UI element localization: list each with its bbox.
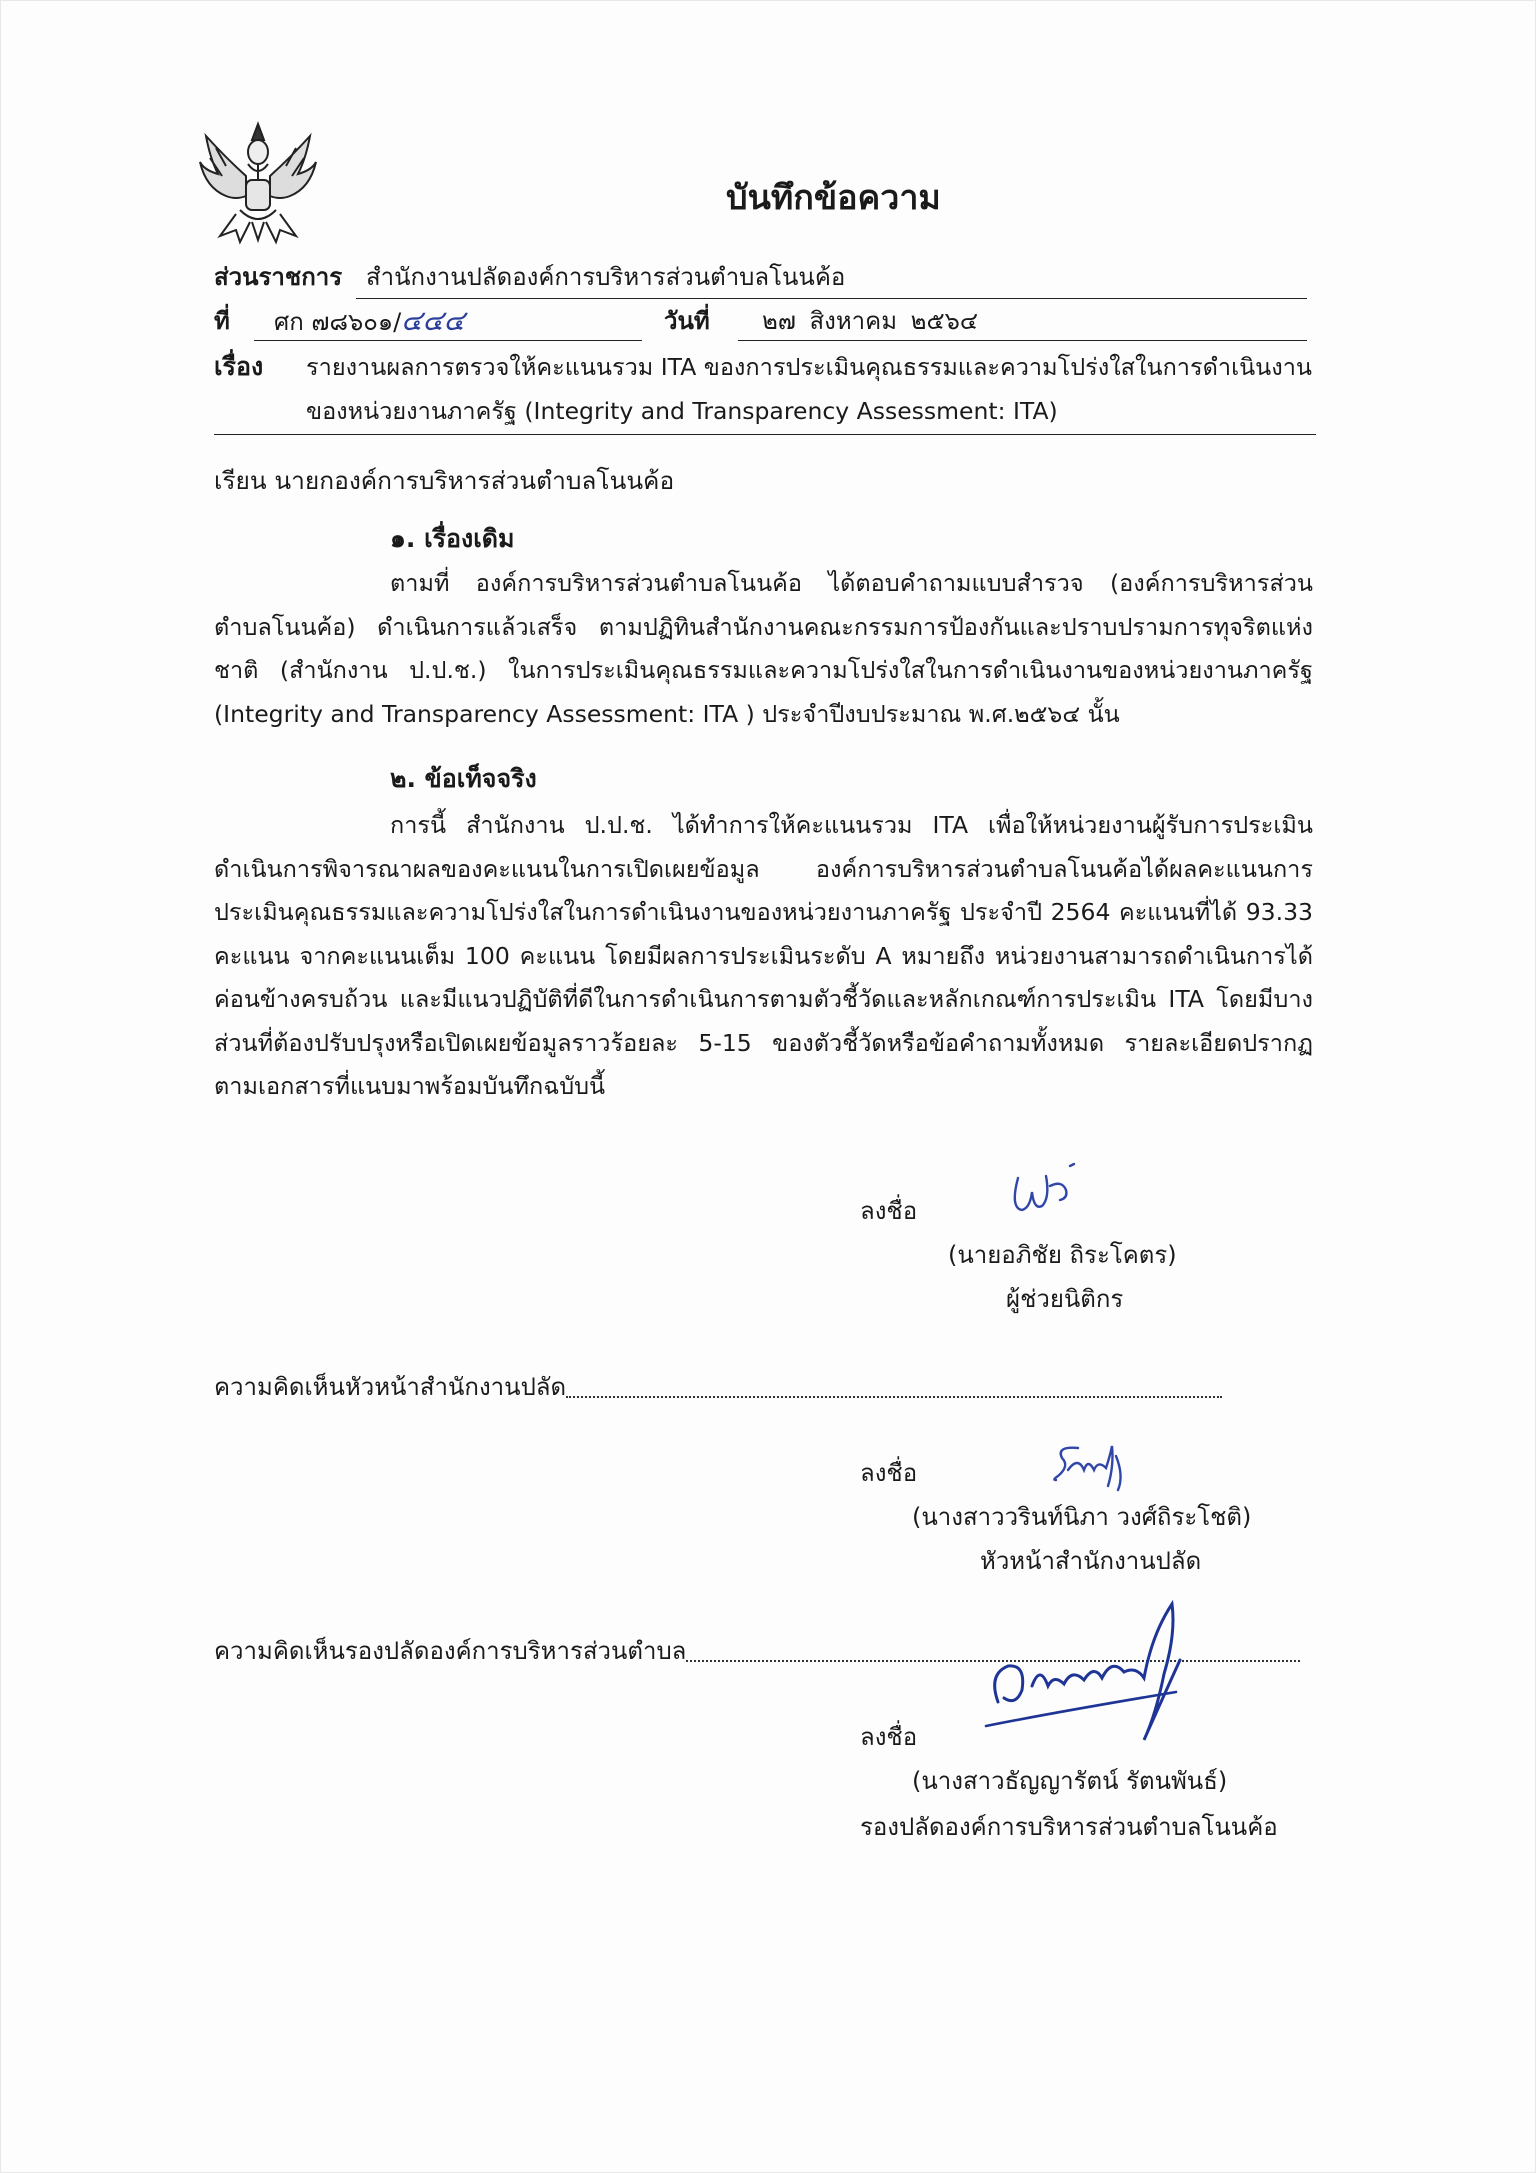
subject-label: เรื่อง [214,352,264,381]
signature-1-label: ลงชื่อ [860,1197,918,1225]
subject-line-2: ของหน่วยงานภาครัฐ (Integrity and Transparency Assessment: ITA) [306,397,1058,425]
subject-underline [214,434,1316,435]
subject-line-1: รายงานผลการตรวจให้คะแนนรวม ITA ของการประเมินคุณธรรมและความโปร่งใสในการดำเนินงาน [306,353,1312,381]
signature-1-position: ผู้ช่วยนิติกร [1006,1285,1124,1313]
signature-2-label: ลงชื่อ [860,1459,918,1487]
agency-label: ส่วนราชการ [214,263,343,291]
salutation: เรียน นายกองค์การบริหารส่วนตำบลโนนค้อ [214,466,675,495]
section-1-body: ตามที่ องค์การบริหารส่วนตำบลโนนค้อ ได้ตอบคำถามแบบสำรวจ (องค์การบริหารส่วนตำบลโนนค้อ) ดำเนินการแล้วเสร็จ ตามปฏิทินสำนักงานคณะกรรมการป้องกันและปราบปรามการทุจริตแห่งชาติ (สำนักงาน ป.ป.ช.) ในการประเมินคุณธรรมและความโปร่งใสในการดำเนินงานของหน่วยงานภาครัฐ (Integrity and Transparency Assessment: ITA ) ประจำปีงบประมาณ พ.ศ.๒๕๖๔ นั้น [214,569,1313,728]
date-label: วันที่ [664,307,710,335]
comment-1-label: ความคิดเห็นหัวหน้าสำนักงานปลัด [214,1373,567,1401]
ref-underline [254,340,642,341]
signature-1-name: (นายอภิชัย ถิระโคตร) [948,1241,1177,1269]
signature-2-handwritten [1048,1436,1132,1500]
comment-2-label: ความคิดเห็นรองปลัดองค์การบริหารส่วนตำบล [214,1637,687,1665]
section-1-heading: ๑. เรื่องเดิม [390,524,515,553]
signature-3-label: ลงชื่อ [860,1723,918,1751]
date-value: ๒๗ สิงหาคม ๒๕๖๔ [762,307,979,335]
signature-3-position: รองปลัดองค์การบริหารส่วนตำบลโนนค้อ [860,1813,1278,1841]
ref-value [274,306,465,337]
memo-title: บันทึกข้อความ [726,178,941,218]
signature-3-name: (นางสาวธัญญารัตน์ รัตนพันธ์) [912,1767,1228,1795]
agency-value: สำนักงานปลัดองค์การบริหารส่วนตำบลโนนค้อ [366,263,846,291]
ref-number: ศก ๗๘๖๐๑/ [274,308,402,336]
garuda-emblem-icon [196,118,320,246]
signature-3-handwritten [976,1594,1216,1750]
signature-2-position: หัวหน้าสำนักงานปลัด [980,1547,1202,1575]
ref-handwritten-number: ๔๔๔ [401,304,465,337]
agency-underline [356,298,1307,299]
ref-label: ที่ [214,307,230,335]
signature-1-handwritten [1006,1158,1086,1222]
date-underline [738,340,1307,341]
section-2-body: การนี้ สำนักงาน ป.ป.ช. ได้ทำการให้คะแนนรวม ITA เพื่อให้หน่วยงานผู้รับการประเมินดำเนินการพิจารณาผลของคะแนนในการเปิดเผยข้อมูล องค์การบริหารส่วนตำบลโนนค้อได้ผลคะแนนการประเมินคุณธรรมและความโปร่งใสในการดำเนินงานของหน่วยงานภาครัฐ ประจำปี 2564 คะแนนที่ได้ 93.33 คะแนน จากคะแนนเต็ม 100 คะแนน โดยมีผลการประเมินระดับ A หมายถึง หน่วยงานสามารถดำเนินการได้ค่อนข้างครบถ้วน และมีแนวปฏิบัติที่ดีในการดำเนินการตามตัวชี้วัดและหลักเกณฑ์การประเมิน ITA โดยมีบางส่วนที่ต้องปรับปรุงหรือเปิดเผยข้อมูลราวร้อยละ 5-15 ของตัวชี้วัดหรือข้อคำถามทั้งหมด รายละเอียดปรากฏตามเอกสารที่แนบมาพร้อมบันทึกฉบับนี้ [214,811,1313,1100]
section-2-heading: ๒. ข้อเท็จจริง [390,764,537,793]
comment-1-dotted-line [566,1396,1222,1398]
signature-2-name: (นางสาววรินท์นิภา วงศ์ถิระโชติ) [912,1503,1252,1531]
